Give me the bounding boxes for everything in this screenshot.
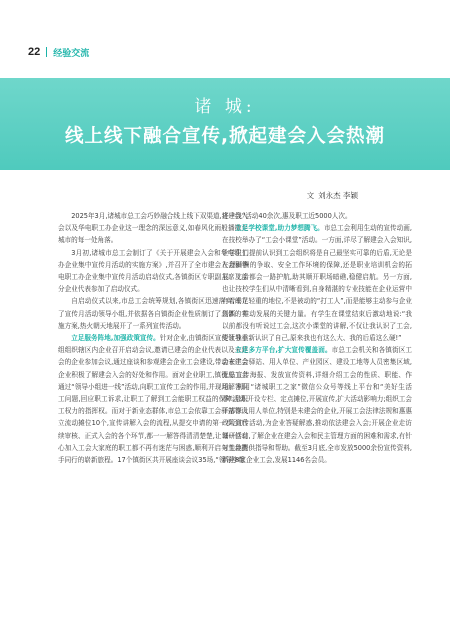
title-banner [0,78,450,170]
right-column [222,210,412,466]
paragraph: 进一线”活动40余次,惠及职工近5000人次。 [222,212,352,220]
header-divider [46,47,47,57]
page-number: 22 [28,46,41,58]
byline [303,190,358,201]
byline-prefix: 文 [306,191,315,200]
section-label: 经验交流 [53,48,90,59]
subheading-highlight: 立足学校课堂,助力梦想腾飞。 [235,224,324,233]
left-column [58,210,248,466]
paragraph [222,344,412,466]
byline-authors: 刘永杰 李颖 [318,191,358,200]
paragraph [222,222,412,344]
paragraph-text: 市总工会利用生动的宣传动画,在技校举办了“工会小课堂”活动。一方面,详尽了解建会入会知识,让学生们提前认识到工会组织将是自己最坚实可靠的后盾,无论是在理薪酬的争取、安全工作环境的保障,还是职业培训机会的拓展、工会都会一路护航,助其顺开职场暗礁,稳健启航。另一方面,也让技校学生们从中清晰看到,自身精湛的专业技能在企业运营中有着举足轻重的地位,不是被动的“打工人”,而是能够主动参与企业创新、推动发展的关键力量。有学生在课堂结束后激动地说:“我以前都没有听说过工会,这次小课堂的讲解,不仅让我认识了工会,更让我重新认识了自己,原来我也有这么大、我的后盾这么硬!” [222,224,412,343]
subheading-highlight: 立足多方平台,扩大宣传覆盖面。 [235,346,332,355]
paragraph [58,332,248,466]
paragraph-text: 市总工会机关和各镇街区工会在工会驿站、用人单位、产业园区、建设工地等人员密集区域,张贴宣传海报、发放宣传资料,详细介绍工会的性质、职能、作用。利用“诸城职工之家”微信公众号等线上平台和“美好生活季”活动,开设专栏、定点摊位,开展宣传,扩大活动影响力;组织工会干部深入用人单位,特别是未建会的企业,开展工会法律法规和惠惠政策宣传活动,为企业答疑解惑,推动依法建会入会;开展企业走访调研活动,了解企业在建会入会和民主管理方面的困难和需求,有针对性地提供指导和帮助。截至3月底,全市发放5000余份宣传资料,新建8家企业工会,发展1146名会员。 [222,346,413,465]
paragraph: 自启动仪式以来,市总工会统筹规划,各镇街区迅速落实,成立了宣传月活动领导小组,并依据各自镇街企业性质制订了具体的实施方案,热火朝天地展开了一系列宣传活动。 [58,297,248,330]
page-header [28,44,89,60]
article-main-title: 线上线下融合宣传,掀起建会入会热潮 [64,126,386,147]
paragraph-text: 针对企业,由镇街区宣传领导小组组织辖区内企业召开启动会议,邀请已建会的企业代表以及未建会的企业参加会议,通过座谈和参观建会企业工会建设,带动未建会企业积极了解建会入会的好处和作用。面对企业职工,镇街总工会通过“领导小组进一线”活动,向职工宣传工会的作用,并现场解答职工问题,回应职工诉求,让职工了解到工会能职工权益的保障,是职工权力的指挥权。而对于新业态群体,市总工会依靠工会驿站等设立流动摊位10个,宣传讲解入会的流程,从提交申请的第一步,到后续审核、正式入会的各个环节,都一一解答得清清楚楚,让每一位有心加入工会大家庭的职工都不再有迷茫与困惑,顺利开启与工会携手同行的崭新旅程。17个镇街区共开展座谈会议35场,“领导小组 [58,334,248,465]
paragraph: 3月初,诸城市总工会制订了《关于开展建会入会和华电职工办企业集中宣传月活动的实施方案》,并召开了全市建会入会和华电职工办企业集中宣传月活动启动仪式,各镇街区专职副主席及部分企业代表参加了启动仪式。 [58,248,248,294]
subheading-highlight: 立足服务阵地,加强政策宣传。 [71,334,160,343]
paragraph: 2025年3月,诸城市总工会巧妙融合线上线下双渠道,将建会入会以及华电职工办企业这一理念的深远意义,如春风化雨般播撒至城市的每一处角落。 [58,212,249,245]
article-location-title: 诸 城: [194,97,256,117]
